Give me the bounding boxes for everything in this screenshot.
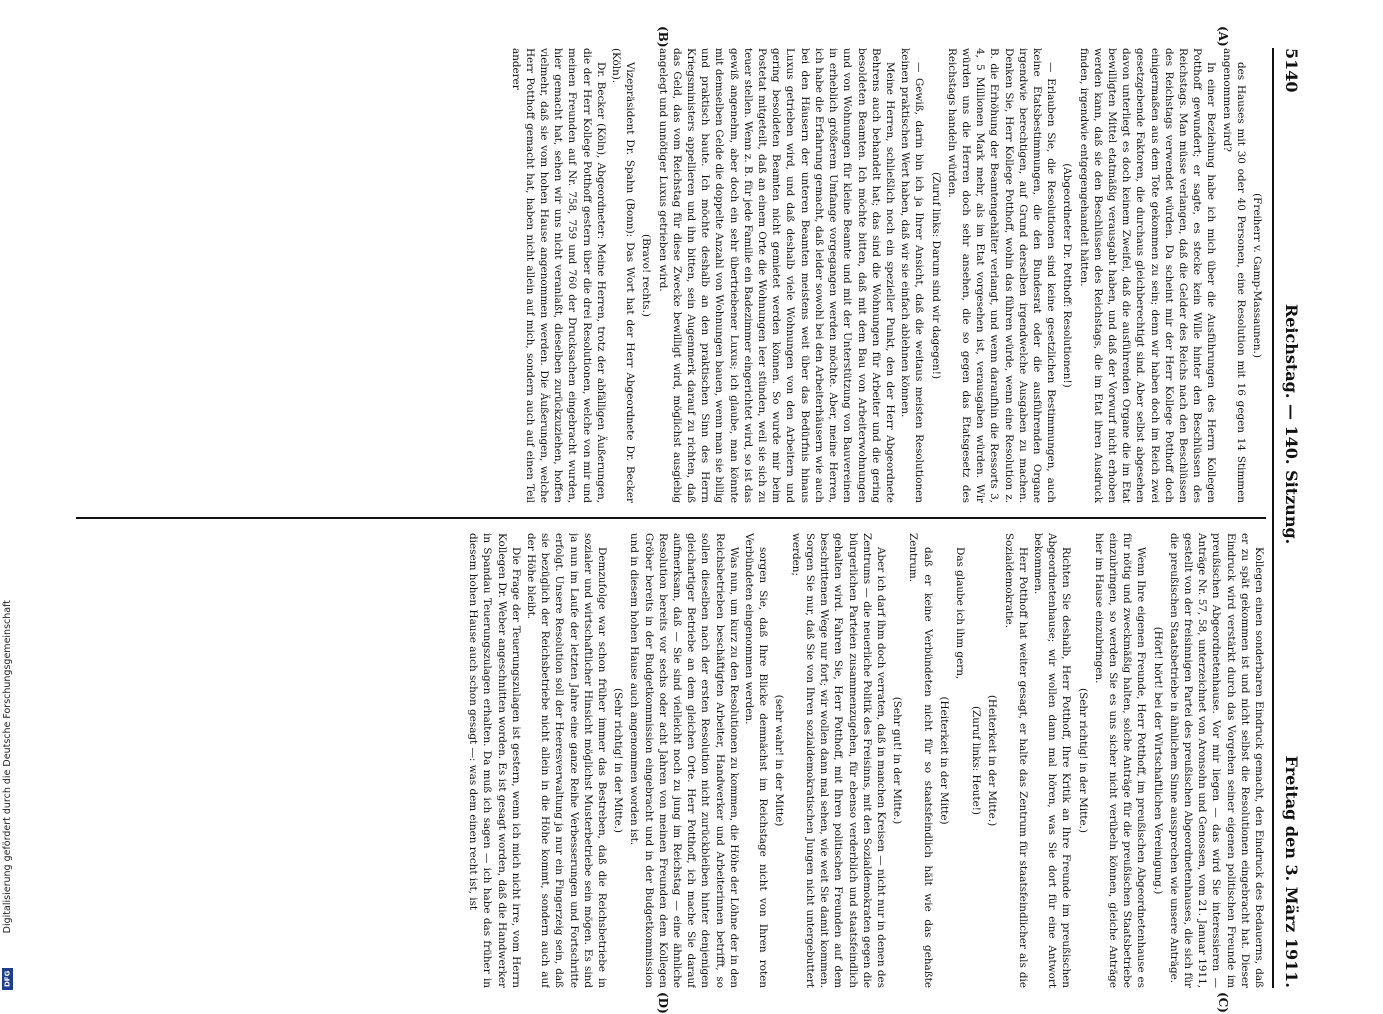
paragraph: In einer Beziehung habe ich mich über die Ausführungen des Herrn Kollegen Potthoff gewundert; er sagte, es stecke kein Wille hinter den Beschlüssen des Reichstags. Man müsse verlangen, daß die Gelder des Reichs nach den Beschlüssen des Reichstags verwendet würden. Da scheint mir der Herr Kollege Potthoff doch einigermaßen aus dem Tote gekommen zu sein; denn wir haben doch im Reich zwei gesetzgebende Faktoren, die durchaus gleichberechtigt sind. Aber selbst abgesehen davon unterliegt es doch keinem Zweifel, daß die ausführenden Organe die im Etat bewilligten Mittel etatmäßig verausgabt haben, und daß der Vorwurf nicht erhoben werden kann, daß sie den Beschlüssen des Reichstags, die im Etat ihren Ausdruck finden, irgendwie entgegengehandelt hätten.: [1077, 48, 1218, 503]
margin-marker-b: (B): [656, 26, 670, 48]
paragraph: Richten Sie deshalb, Herr Potthoff, Ihre Kritik an Ihre Freunde im preußischen Abgeordnetenhause; wir wollen dann mal hören, was Sie dort für eine Antwort bekommen.: [1031, 533, 1073, 988]
paragraph: — Erlauben Sie, die Resolutionen sind keine gesetzlichen Bestimmungen, auch keine Etatsbestimmungen, die den Bundesrat oder die ausführenden Organe irgendwie berechtigen, auf Grund derselben irgendwelche Ausgaben zu machen. Denken Sie, Herr Kollege Potthoff, wohin das führen würde, wenn eine Resolution z. B. die Erhöhung der Beamtengehälter verlangt, und wenn daraufhin die Ressorts 3, 4, 5 Millionen Mark mehr, als im Etat vorgesehen ist, verausgaben würden. Wir würden uns die Herren doch sehr ansehen, die so gegen das Etatsgesetz des Reichstags handeln würden.: [945, 48, 1058, 503]
paragraph: des Hauses mit 30 oder 40 Personen, eine Resolution mit 16 gegen 14 Stimmen angenommen wird?: [1220, 48, 1247, 503]
session-title: Reichstag. — 140. Sitzung.: [1282, 303, 1302, 545]
margin-marker-a: (A): [1216, 26, 1230, 47]
interjection: (Abgeordneter Dr. Potthoff: Resolutionen!): [1061, 163, 1074, 388]
left-column: [76, 48, 1266, 503]
margin-marker-c: (C): [1216, 992, 1230, 1013]
paragraph: Wenn Ihre eigenen Freunde, Herr Potthoff, im preußischen Abgeordnetenhause es für nötig und zweckmäßig halten, solche Anträge für die preußischen Staatsbetriebe einzubringen, so werden Sie es uns sicher nicht verübeln können, gleiche Anträge hier im Hause einzubringen.: [1092, 533, 1148, 988]
interjection: (Sehr richtig! in der Mitte.): [1076, 688, 1089, 833]
session-date: Freitag den 3. März 1911.: [1282, 755, 1302, 988]
paragraph: Was nun, um kurz zu den Resolutionen zu kommen, die Höhe der Löhne der in den Reichsbetrieben beschäftigten Arbeiter, Handwerker und Arbeiterinnen betrifft, so sollen dieselben nach der ersten Resolution nicht zurückbleiben hinter denjenigen gleichartiger Betriebe an dem gleichen Orte. Herr Potthoff, ich mache Sie darauf aufmerksam, daß — Sie sind vielleicht noch zu jung im Reichstag — eine ähnliche Resolution bereits vor sechs oder acht Jahren von meinen Freunden dem Kollegen Gröber bereits in der Budgetkommission eingebracht und in der Budgetkommission und in diesem hohen Hause auch angenommen worden ist.: [628, 533, 740, 988]
column-divider: [76, 517, 1266, 519]
paragraph: Herr Potthoff hat weiter gesagt, er halte das Zentrum für staatsfeindlicher als die Sozialdemokratie.: [1002, 533, 1029, 988]
interjection: (sehr wahr! in der Mitte): [773, 694, 786, 827]
paragraph: Kollegen einen sonderbaren Eindruck gemacht, den Eindruck des Bedauerns, daß er zu spät gekommen ist und nicht selbst die Resolutionen eingebracht hat. Dieser Eindruck wird verstärkt durch das Vorgehen seiner eigenen politischen Freunde im preußischen Abgeordnetenhause. Vor mir liegen — das wird Sie interessieren — Anträge Nr. 57, 58, unterzeichnet von Aronsohn und Genossen, vom 21. Januar 1911, gestellt von der freisinnigen Partei des preußischen Abgeordnetenhauses, die sich für die preußischen Staatsbetriebe in ähnlichem Sinne aussprechen wie unsere Anträge.: [1167, 533, 1265, 988]
interjection: (Heiterkeit in der Mitte.): [986, 694, 999, 827]
interjection: (Bravo! rechts.): [640, 234, 653, 317]
margin-marker-d: (D): [656, 992, 670, 1014]
right-column: [76, 533, 1266, 988]
paragraph: — Gewiß, darin bin ich ja Ihrer Ansicht, daß die weitaus meisten Resolutionen keinen praktischen Wert haben, daß wir sie einfach ablehnen können.: [899, 48, 926, 503]
interjection: (Freiherr v. Gamp-Massaunen.): [1251, 193, 1263, 358]
paragraph: Das glaube ich ihm gern,: [953, 547, 966, 680]
paragraph: sorgen Sie, daß Ihre Blicke demnächst im Reichstage nicht von Ihren roten Verbündeten eingenommen werden.: [743, 533, 770, 988]
page-number: 5140: [1282, 48, 1302, 93]
paragraph: Vizepräsident Dr. Spahn (Bonn): Das Wort hat der Herr Abgeordnete Dr. Becker (Köln).: [610, 48, 637, 503]
interjection: (Zuruf links: Heute!): [970, 705, 983, 815]
interjection: (Zuruf links: Darum sind wir dagegen!): [929, 171, 942, 380]
paragraph: Aber ich darf ihm doch verraten, daß in manchen Kreisen — nicht nur in denen des Zentrums — die neuerliche Politik des Freisinns, mit den Sozialdemokraten gegen die bürgerlichen Parteien zusammenzugehen, für ebenso verderblich und staatsfeindlich gehalten wird. Fahren Sie, Herr Potthoff, mit Ihren politischen Freunden auf dem beschrittenen Wege nur fort; wir wollen dann mal sehen, wie weit Sie damit kommen. Sorgen Sie nur, daß Sie von Ihren sozialdemokratischen Jungen nicht untergebuttert werden;: [789, 533, 887, 988]
paragraph: Demzufolge war schon früher immer das Bestreben, daß die Reichsbetriebe in sozialer und wirtschaftlicher Hinsicht möglichst Musterbetriebe sein mögen. Es sind ja nun im Laufe der letzten Jahre eine ganze Reihe Verbesserungen und Fortschritte erfolgt. Unsere Resolution soll der Heeresverwaltung ja nur ein Fingerzeig sein, daß sie bezüglich der Reichsbetriebe nicht allein in die Höhe kommt, sondern auch auf der Höhe bleibt.: [525, 533, 609, 988]
interjection: (Hört! hört! bei der Wirtschaftlichen Vereinigung.): [1151, 626, 1164, 895]
paragraph: daß er keine Verbündeten nicht für so staatsfeindlich hält wie das gehaßte Zentrum.: [907, 533, 934, 988]
interjection: (Sehr richtig! in der Mitte.): [612, 688, 625, 833]
funding-attribution: Digitalisierung gefördert durch die Deutsche Forschungsgemeinschaft: [2, 600, 13, 934]
page-header: [1272, 48, 1310, 988]
paragraph: Die Frage der Teuerungszulagen ist gestern, wenn ich mich nicht irre, vom Herrn Kollegen Dr. Weber angeschnitten worden. Es ist gesagt worden, daß die Handwerker in Spandau Teuerungszulagen erhalten. Da muß ich sagen — ich habe das früher in diesem hohen Hause auch schon gesagt —: was dem einen recht ist, ist: [467, 533, 522, 988]
interjection: (Sehr gut! in der Mitte.): [891, 696, 904, 825]
rotated-page: [65, 26, 1310, 1014]
paragraph: Dr. Becker (Köln), Abgeordneter: Meine Herren, trotz der abfälligen Äußerungen, die der Herr Kollege Potthoff gestern über die drei Resolutionen, welche von mir und meinen Freunden auf Nr. 758, 759 und 760 der Drucksachen eingebracht wurden, hier gemacht hat, sehen wir uns nicht veranlaßt, dieselben zurückzuziehen, hoffen vielmehr, daß sie vom hohen Hause angenommen werden. Die Äußerungen, welche Herr Potthoff gemacht hat, haben nicht allein auf mich, sondern auch auf einen Teil anderer: [509, 48, 607, 503]
dfg-logo: DFG: [2, 968, 13, 990]
paragraph: Meine Herren, schließlich noch ein spezieller Punkt, den der Herr Abgeordnete Behrens auch behandelt hat; das sind die Wohnungen für Arbeiter und die gering besoldeten Beamten. Ich möchte bitten, daß mit dem Bau von Arbeiterwohnungen und von Wohnungen für kleine Beamte und mit der Unterstützung von Bauvereinen in erheblich größerem Umfange vorgegangen werden möchte. Aber, meine Herren, ich habe die Erfahrung gemacht, daß leider sowohl bei den Arbeiterhäusern wie auch bei den Häusern der unteren Beamten meistens weit über das Bedürfnis hinaus Luxus getrieben wird, und daß deshalb viele Wohnungen von den Arbeitern und gering besoldeten Beamten nicht gemietet werden können. So wurde mir beim Postetat mitgeteilt, daß an einem Orte die Wohnungen leer stünden, weil sie sich zu teuer stellen. Wenn z. B. für jede Familie ein Badezimmer eingerichtet wird, so ist das gewiß angenehm, aber doch ein sehr übertriebener Luxus; ich glaube, man könnte mit demselben Gelde die doppelte Anzahl von Wohnungen bauen, wenn man sie billig und praktisch baute. Ich möchte deshalb an den praktischen Sinn des Herrn Kriegsministers appellieren und ihn bitten, sein Augenmerk darauf zu richten, daß das Geld, das vom Reichstag für diese Zwecke bewilligt wird, möglichst ausgiebig angelegt und unnötiger Luxus getrieben wird.: [656, 48, 896, 503]
interjection: (Heiterkeit in der Mitte): [937, 696, 950, 825]
